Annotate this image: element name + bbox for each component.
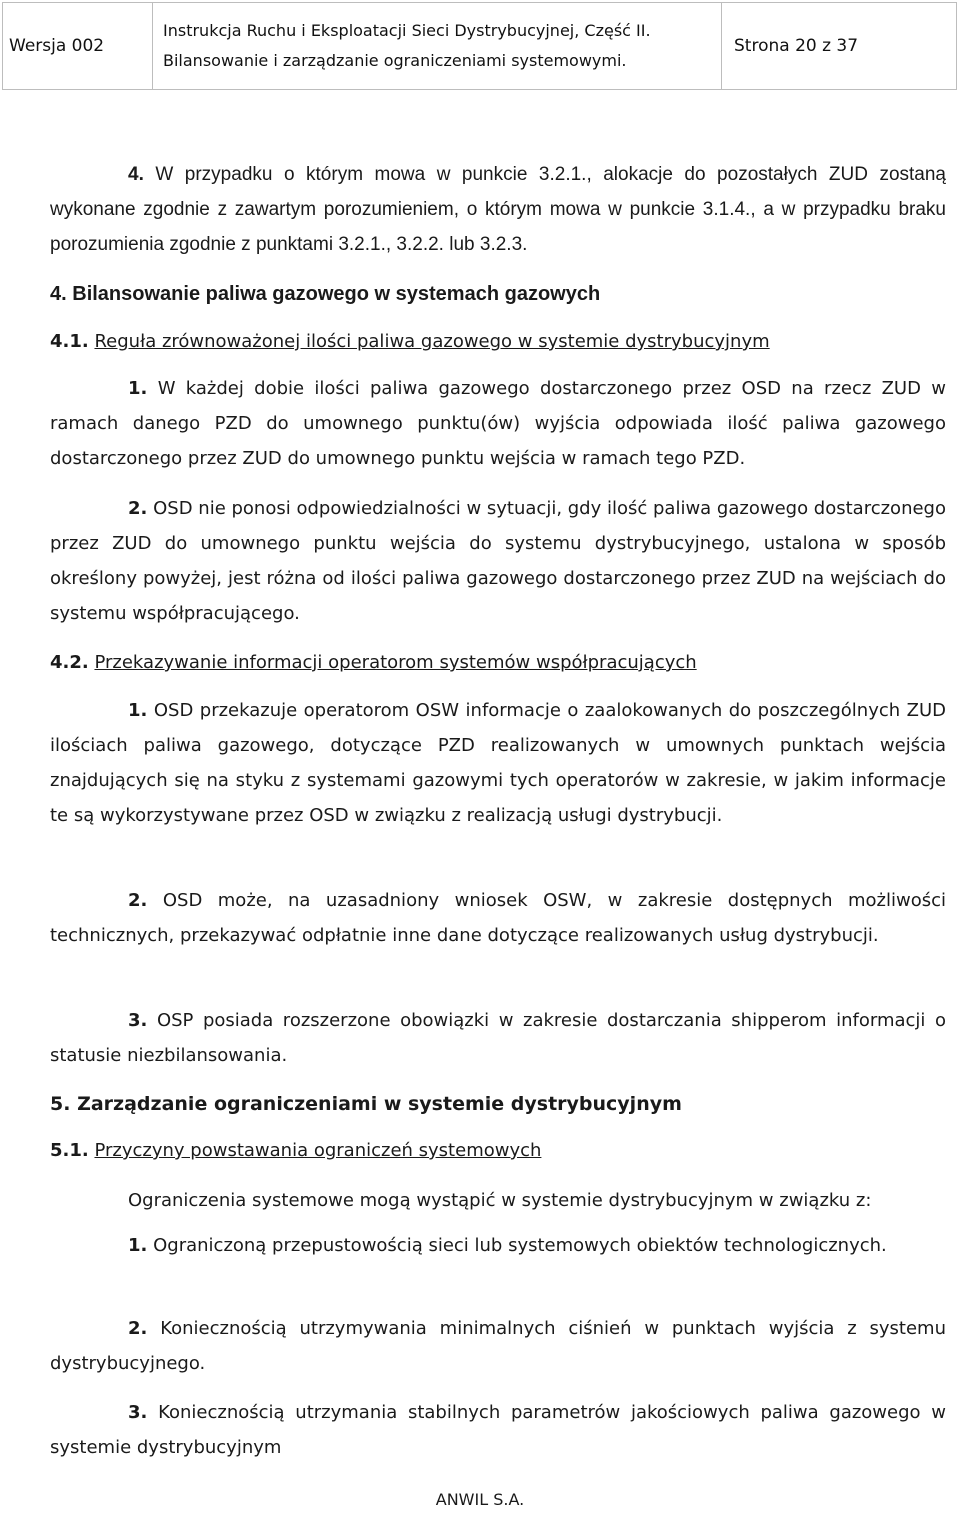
paragraph-4-1-2 [50, 491, 946, 631]
section-4-heading [50, 282, 600, 306]
section-5-title: Zarządzanie ograniczeniami w systemie dystrybucyjnym [77, 1093, 682, 1115]
section-5-heading [50, 1092, 682, 1116]
item-text: OSD może, na uzasadniony wniosek OSW, w zakresie dostępnych możliwości technicznych, przekazywać odpłatnie inne dane dotyczące realizowanych usług dystrybucji. [50, 890, 946, 946]
item-text: Koniecznością utrzymania stabilnych parametrów jakościowych paliwa gazowego w systemie dystrybucyjnym [50, 1402, 946, 1458]
intro-number: 4. [128, 164, 144, 185]
paragraph-5-1-1 [50, 1228, 946, 1263]
section-4-number: 4. [50, 283, 67, 305]
item-number: 2. [128, 498, 148, 519]
section-5-1-number: 5.1. [50, 1140, 89, 1161]
section-4-1-title: Reguła zrównoważonej ilości paliwa gazowego w systemie dystrybucyjnym [94, 331, 770, 352]
section-5-1-title: Przyczyny powstawania ograniczeń systemowych [94, 1140, 542, 1161]
paragraph-5-1-3 [50, 1395, 946, 1465]
item-text: Ograniczoną przepustowością sieci lub systemowych obiektów technologicznych. [153, 1235, 887, 1256]
section-4-title: Bilansowanie paliwa gazowego w systemach gazowych [72, 283, 601, 305]
page-number: Strona 20 z 37 [734, 36, 859, 56]
section-5-number: 5. [50, 1093, 71, 1115]
section-5-1-heading [50, 1139, 541, 1163]
document-title-line1: Instrukcja Ruchu i Eksploatacji Sieci Dystrybucyjnej, Część II. [163, 21, 651, 40]
item-number: 1. [128, 378, 148, 399]
item-text: OSD nie ponosi odpowiedzialności w sytuacji, gdy ilość paliwa gazowego dostarczonego przez ZUD do umownego punktu wejścia do systemu dystrybucyjnego, ustalona w sposób określony powyżej, jest różna od ilości paliwa gazowego dostarczonego przez ZUD na wejściach do systemu współpracującego. [50, 498, 946, 624]
item-number: 1. [128, 1235, 148, 1256]
paragraph-5-1-2 [50, 1311, 946, 1381]
section-4-1-number: 4.1. [50, 331, 89, 352]
item-text: OSP posiada rozszerzone obowiązki w zakresie dostarczania shipperom informacji o statusie niezbilansowania. [50, 1010, 946, 1066]
item-number: 3. [128, 1010, 148, 1031]
version-label: Wersja 002 [3, 3, 153, 89]
section-4-2-title: Przekazywanie informacji operatorom systemów współpracujących [94, 652, 697, 673]
item-number: 2. [128, 890, 148, 911]
item-number: 1. [128, 700, 148, 721]
intro-paragraph [50, 157, 946, 262]
paragraph-4-2-3 [50, 1003, 946, 1073]
section-5-1-lead: Ograniczenia systemowe mogą wystąpić w systemie dystrybucyjnym w związku z: [128, 1190, 872, 1211]
item-text: OSD przekazuje operatorom OSW informacje o zaalokowanych do poszczególnych ZUD ilościach paliwa gazowego, dotyczące PZD realizowanych w umownych punktach wejścia znajdujących się na styku z systemami gazowymi tych operatorów w zakresie, w jakim informacje te są wykorzystywane przez OSD w związku z realizacją usługi dystrybucji. [50, 700, 946, 826]
paragraph-4-1-1 [50, 371, 946, 476]
intro-text: W przypadku o którym mowa w punkcie 3.2.1., alokacje do pozostałych ZUD zostaną wykonane zgodnie z zawartym porozumieniem, o którym mowa w punkcie 3.1.4., a w przypadku braku porozumienia zgodnie z punktami 3.2.1., 3.2.2. lub 3.2.3. [50, 164, 946, 255]
paragraph-4-2-1 [50, 693, 946, 833]
item-number: 2. [128, 1318, 148, 1339]
document-title [153, 3, 722, 89]
item-text: W każdej dobie ilości paliwa gazowego dostarczonego przez OSD na rzecz ZUD w ramach danego PZD do umownego punktu(ów) wyjścia odpowiada ilość paliwa gazowego dostarczonego przez ZUD do umownego punktu wejścia w ramach tego PZD. [50, 378, 946, 469]
item-number: 3. [128, 1402, 148, 1423]
section-4-1-heading [50, 330, 770, 354]
paragraph-4-2-2 [50, 883, 946, 953]
page-footer: ANWIL S.A. [435, 1490, 525, 1509]
section-4-2-number: 4.2. [50, 652, 89, 673]
document-title-line2: Bilansowanie i zarządzanie ograniczeniami systemowymi. [163, 51, 627, 70]
item-text: Koniecznością utrzymywania minimalnych ciśnień w punktach wyjścia z systemu dystrybucyjnego. [50, 1318, 946, 1374]
page-header [2, 2, 957, 90]
section-4-2-heading [50, 651, 697, 675]
